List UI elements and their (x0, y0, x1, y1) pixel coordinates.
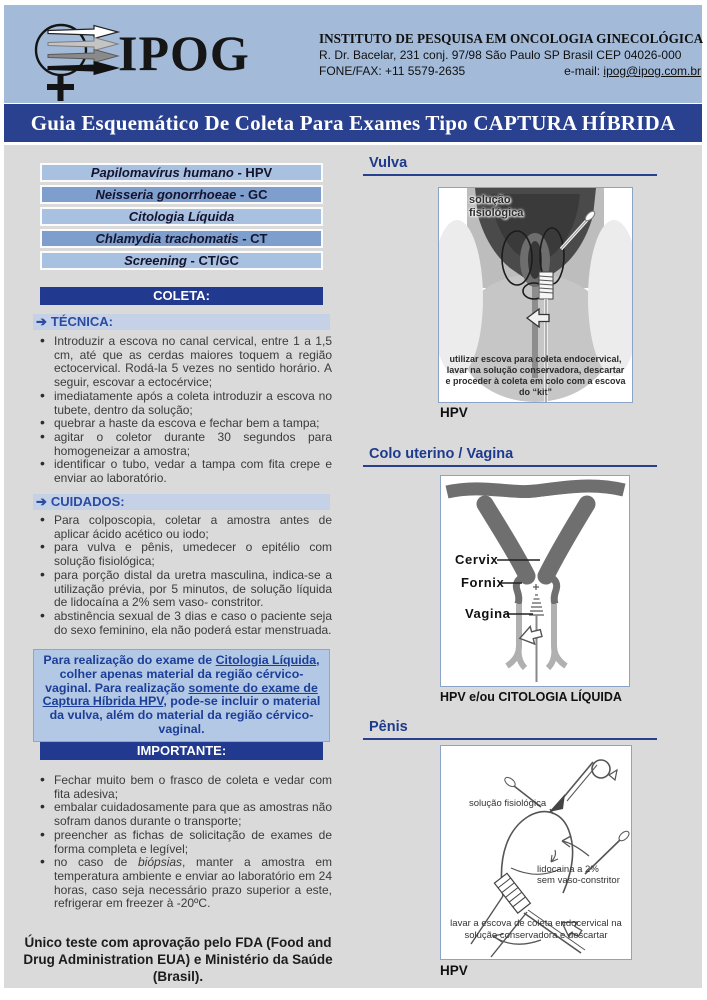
tecnica-bullet-list (33, 335, 332, 486)
institute-phone: FONE/FAX: +11 5579-2635 (319, 64, 466, 78)
vagina-label: Vagina (465, 606, 511, 621)
header (4, 5, 702, 103)
exam-row-hpv: Papilomavírus humano - HPV (40, 163, 323, 182)
exam-row-screening: Screening - CT/GC (40, 251, 323, 270)
tecnica-bullet: • Introduzir a escova no canal cervical, entre 1 a 1,5 cm, até que as cerdas maiores toquem a região ectocervical. Rodá-la 5 vezes no sentido horário. A seguir, escovar a ectocérvice; (33, 335, 332, 390)
cuidados-bullet: • abstinência sexual de 3 dias e caso o paciente seja do sexo feminino, ela não poderá estar menstruada. (33, 610, 332, 637)
institute-info (319, 31, 704, 79)
penis-caption: lavar a escova de coleta endocervical na solução conservadora e descartar (450, 918, 622, 941)
exam-row-gc: Neisseria gonorrhoeae - GC (40, 185, 323, 204)
importante-bar: IMPORTANTE: (40, 742, 323, 760)
exam-list (40, 163, 323, 273)
section-title-vulva: Vulva (363, 155, 657, 176)
tecnica-heading: ➔ TÉCNICA: (33, 314, 330, 330)
section-title-penis: Pênis (363, 719, 657, 740)
coleta-bar: COLETA: (40, 287, 323, 305)
vulva-image-box (438, 187, 633, 403)
colo-image-box (440, 475, 630, 687)
logo-wordmark: IPOG (118, 25, 250, 81)
importante-bullet: • embalar cuidadosamente para que as amostras não sofram danos durante o transporte; (33, 801, 332, 828)
importante-bullet: • Fechar muito bem o frasco de coleta e vedar com fita adesiva; (33, 774, 332, 801)
institute-address: R. Dr. Bacelar, 231 conj. 97/98 São Paulo SP Brasil CEP 04026-000 (319, 48, 682, 62)
cuidados-bullet-list (33, 514, 332, 637)
arrow-right-icon: ➔ (36, 494, 47, 509)
title-banner: Guia Esquemático De Coleta Para Exames Tipo CAPTURA HÍBRIDA (4, 104, 702, 142)
exam-row-ct: Chlamydia trachomatis - CT (40, 229, 323, 248)
cervix-label: Cervix (455, 552, 499, 567)
citologia-note-box: Para realização do exame de Citologia Líquida, colher apenas material da região cérvico-vaginal. Para realização somente do exame de Captura Híbrida HPV, pode-se incluir o material da vulva, além do material da região cérvico-vaginal. (33, 649, 330, 742)
female-symbol-arrows-icon (34, 22, 122, 104)
arrow-right-icon: ➔ (36, 314, 47, 329)
colo-exam-tag: HPV e/ou CITOLOGIA LÍQUIDA (440, 690, 622, 704)
penis-image-box (440, 745, 632, 960)
tecnica-bullet: • agitar o coletor durante 30 segundos para homogeneizar a amostra; (33, 431, 332, 458)
cuidados-bullet: • para porção distal da uretra masculina, indica-se a utilização prévia, por 5 minutos, de solução líquida de lidocaína a 2% sem vaso- constritor. (33, 569, 332, 610)
tecnica-bullet: • imediatamente após a coleta introduzir a escova no tubete, dentro da solução; (33, 390, 332, 417)
institute-email: e-mail: ipog@ipog.com.br (564, 64, 701, 78)
penis-lidocaina-label: lidocaina a 2% sem vaso-constritor (537, 864, 620, 886)
email-link[interactable]: ipog@ipog.com.br (603, 64, 701, 78)
cuidados-bullet: • Para colposcopia, coletar a amostra antes de aplicar ácido acético ou iodo; (33, 514, 332, 541)
importante-bullet-list (33, 774, 332, 911)
cuidados-bullet: • para vulva e pênis, umedecer o epitélio com solução fisiológica; (33, 541, 332, 568)
tecnica-bullet: • identificar o tubo, vedar a tampa com fita crepe e enviar ao laboratório. (33, 458, 332, 485)
cuidados-heading: ➔ CUIDADOS: (33, 494, 330, 510)
importante-bullet: • preencher as fichas de solicitação de exames de forma completa e legível; (33, 829, 332, 856)
institute-name: INSTITUTO DE PESQUISA EM ONCOLOGIA GINECOLÓGICA (319, 31, 704, 46)
vulva-exam-tag: HPV (440, 405, 468, 420)
fornix-label: Fornix (461, 575, 505, 590)
section-title-colo: Colo uterino / Vagina (363, 446, 657, 467)
ipog-logo (34, 22, 250, 104)
penis-solucao-label: solução fisiológica (469, 798, 547, 809)
vulva-caption: utilizar escova para coleta endocervical, lavar na solução conservadora, descartar e proceder à coleta em colo com a escova do “kit” (445, 354, 626, 397)
fda-approval-note: Único teste com aprovação pelo FDA (Food and Drug Administration EUA) e Ministério da Saúde (Brasil). (23, 935, 333, 984)
exam-row-citologia: Citologia Líquida (40, 207, 323, 226)
tecnica-bullet: • quebrar a haste da escova e fechar bem a tampa; (33, 417, 332, 431)
vulva-solucao-label: solução fisiológica (469, 194, 524, 219)
importante-bullet: • no caso de biópsias, manter a amostra em temperatura ambiente e enviar ao laboratório em 24 horas, caso seja necessário prazo superior a este, refrigerar em freezer à -20ºC. (33, 856, 332, 911)
penis-exam-tag: HPV (440, 963, 468, 978)
